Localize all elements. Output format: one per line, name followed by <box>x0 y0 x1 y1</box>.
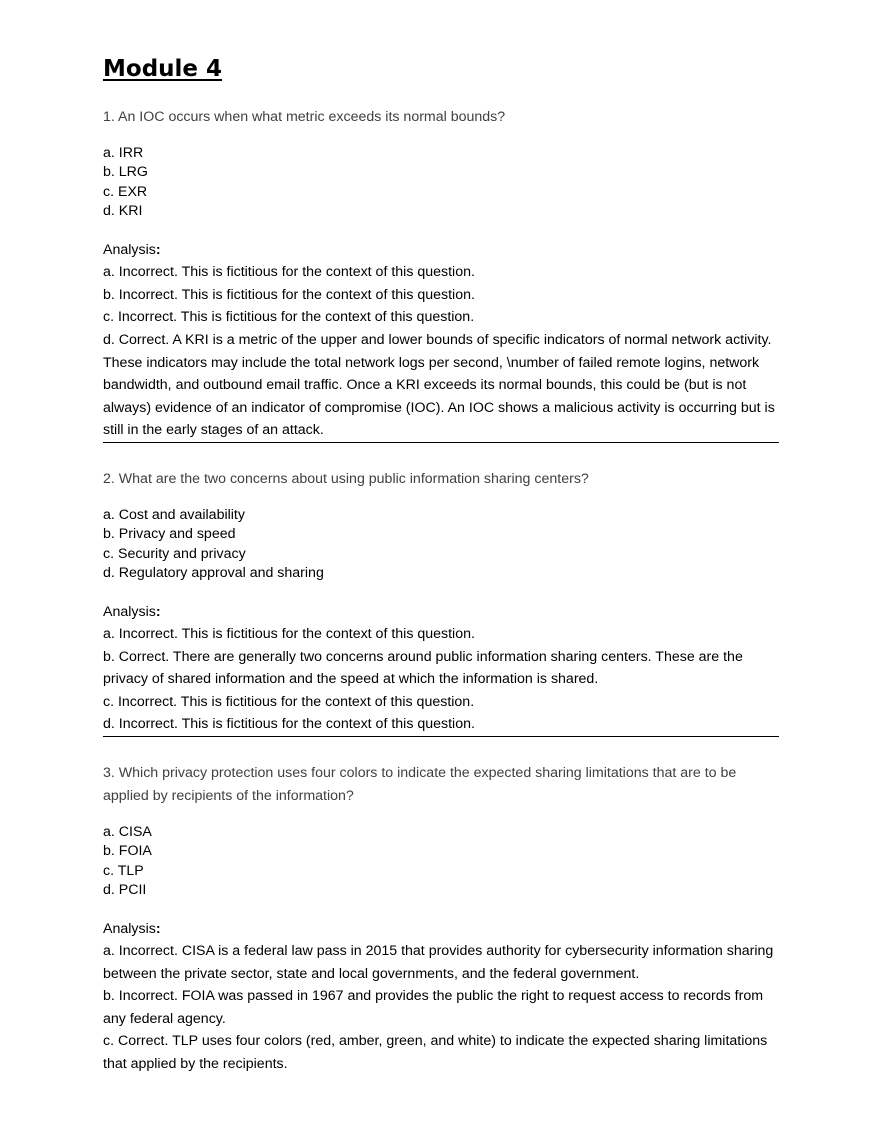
analysis-label: Analysis: <box>103 241 161 258</box>
analysis-item-a: a. Incorrect. This is fictitious for the context of this question. <box>103 626 475 642</box>
answer-option-b: b. FOIA <box>103 843 152 860</box>
analysis-item-c: c. Incorrect. This is fictitious for the context of this question. <box>103 693 475 710</box>
analysis-label: Analysis: <box>103 603 161 620</box>
question-text: 2. What are the two concerns about using public information sharing centers? <box>103 470 589 487</box>
answer-option-b: b. Privacy and speed <box>103 526 236 543</box>
question-text: 1. An IOC occurs when what metric exceeds its normal bounds? <box>103 109 506 125</box>
answer-options <box>103 823 779 901</box>
answer-option-a: a. IRR <box>103 145 144 161</box>
analysis-item-a: a. Incorrect. This is fictitious for the context of this question. <box>103 264 475 281</box>
answer-option-b: b. LRG <box>103 164 148 181</box>
analysis-item-c: c. Incorrect. This is fictitious for the context of this question. <box>103 309 475 326</box>
answer-option-c: c. Security and privacy <box>103 545 246 562</box>
answer-option-a: a. Cost and availability <box>103 506 245 523</box>
answer-options <box>103 144 779 222</box>
question-block-1 <box>103 106 779 442</box>
answer-option-d: d. PCII <box>103 882 147 899</box>
section-divider <box>103 442 779 443</box>
answer-option-c: c. TLP <box>103 862 144 879</box>
analysis-item-c: c. Correct. TLP uses four colors (red, amber, green, and white) to indicate the expected sharing limitations that applied by the recipients. <box>103 1033 768 1073</box>
answer-option-a: a. CISA <box>103 823 152 840</box>
analysis-item-a: a. Incorrect. CISA is a federal law pass in 2015 that provides authority for cybersecurity information sharing between the private sector, state and local governments, and the federal government. <box>103 943 774 982</box>
answer-option-d: d. KRI <box>103 203 143 220</box>
answer-options <box>103 506 779 584</box>
module-title: Module 4 <box>103 56 223 82</box>
question-block-3 <box>103 762 779 1076</box>
question-block-2 <box>103 468 779 736</box>
analysis-item-d: d. Correct. A KRI is a metric of the upper and lower bounds of specific indicators of normal network activity. These indicators may include the total network logs per second, \number of failed remote logins, network bandwidth, and outbound email traffic. Once a KRI exceeds its normal bounds, this could be (but is not always) evidence of an indicator of compromise (IOC). An IOC shows a malicious activity is occurring but is still in the early stages of an attack. <box>103 331 775 439</box>
document-page <box>103 52 779 1076</box>
analysis-label: Analysis: <box>103 920 161 937</box>
analysis-item-b: b. Incorrect. This is fictitious for the context of this question. <box>103 286 475 303</box>
answer-option-d: d. Regulatory approval and sharing <box>103 565 324 582</box>
question-text: 3. Which privacy protection uses four colors to indicate the expected sharing limitations that are to be applied by recipients of the information? <box>103 764 737 804</box>
analysis-item-b: b. Correct. There are generally two concerns around public information sharing centers. These are the privacy of shared information and the speed at which the information is shared. <box>103 648 743 688</box>
section-divider <box>103 736 779 737</box>
answer-option-c: c. EXR <box>103 183 148 200</box>
analysis-item-d: d. Incorrect. This is fictitious for the context of this question. <box>103 716 475 733</box>
analysis-item-b: b. Incorrect. FOIA was passed in 1967 and provides the public the right to request access to records from any federal agency. <box>103 988 764 1027</box>
